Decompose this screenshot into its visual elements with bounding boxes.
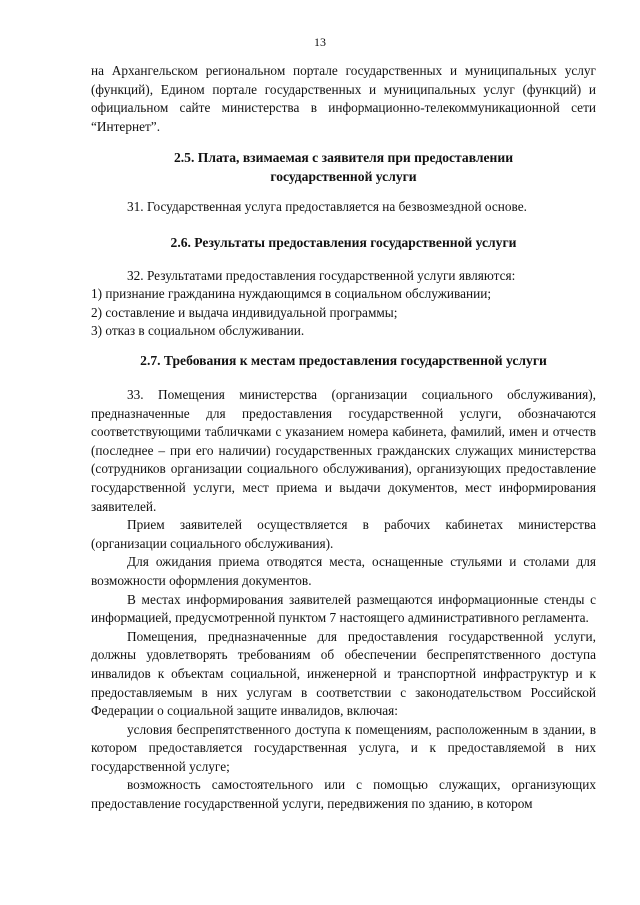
info-stands-paragraph: В местах информирования заявителей размещаются информационные стенды с информацией, предусмотренной пунктом 7 настоящего административного регламента. — [91, 591, 596, 626]
list-item: 1) признание гражданина нуждающимся в социальном обслуживании; — [91, 286, 492, 301]
section-2-5-heading-line2: государственной услуги — [270, 168, 417, 184]
page-number: 13 — [314, 35, 326, 49]
section-2-7-body — [91, 386, 596, 814]
waiting-paragraph: Для ожидания приема отводятся места, оснащенные стульями и столами для возможности оформления документов. — [91, 554, 596, 588]
conditions-paragraph: условия беспрепятственного доступа к помещениям, расположенным в здании, в котором предоставляется государственная услуга, и к предоставляемой в них государственной услуге; — [91, 721, 596, 774]
list-item: 2) составление и выдача индивидуальной программы; — [91, 304, 398, 320]
paragraph-31: 31. Государственная услуга предоставляется на безвозмездной основе. — [127, 199, 527, 214]
results-list — [91, 285, 596, 341]
paragraph-32: 32. Результатами предоставления государственной услуги являются: — [127, 268, 516, 283]
section-2-6-heading: 2.6. Результаты предоставления государственной услуги — [170, 235, 517, 250]
premises-paragraph: Помещения, предназначенные для предоставления государственной услуги, должны удовлетворять требованиям об обеспечении беспрепятственного доступа инвалидов к объектам социальной, инженерной и транспортной инфраструктур и к предоставляемым в них услугам в соответствии с законодательством Российской Федерации о социальной защите инвалидов, включая: — [91, 628, 596, 719]
mobility-paragraph: возможность самостоятельного или с помощью служащих, организующих предоставление государственной услуги, передвижения по зданию, в котором — [91, 777, 596, 812]
section-2-5-heading — [91, 149, 596, 186]
section-2-5-heading-line1: 2.5. Плата, взимаемая с заявителя при предоставлении — [173, 150, 514, 165]
section-2-7-heading: 2.7. Требования к местам предоставления государственной услуги — [140, 353, 547, 368]
reception-paragraph: Прием заявителей осуществляется в рабочих кабинетах министерства (организации социального обслуживания). — [91, 517, 596, 551]
paragraph-33: 33. Помещения министерства (организации социального обслуживания), предназначенные для предоставления государственной услуги, обозначаются соответствующими табличками с указанием номера кабинета, фамилий, имен и отчеств (последнее – при его наличии) государственных гражданских служащих министерства (сотрудников организации социального обслуживания), организующих предоставление государственной услуги, мест приема и выдачи документов, мест информирования заявителей. — [91, 387, 596, 514]
intro-paragraph: на Архангельском региональном портале государственных и муниципальных услуг (функций), Едином портале государственных и муниципальных услуг (функций) и официальном сайте министерства в информационно-телекоммуникационной сети “Интернет”. — [91, 63, 596, 134]
list-item: 3) отказ в социальном обслуживании. — [91, 323, 305, 339]
